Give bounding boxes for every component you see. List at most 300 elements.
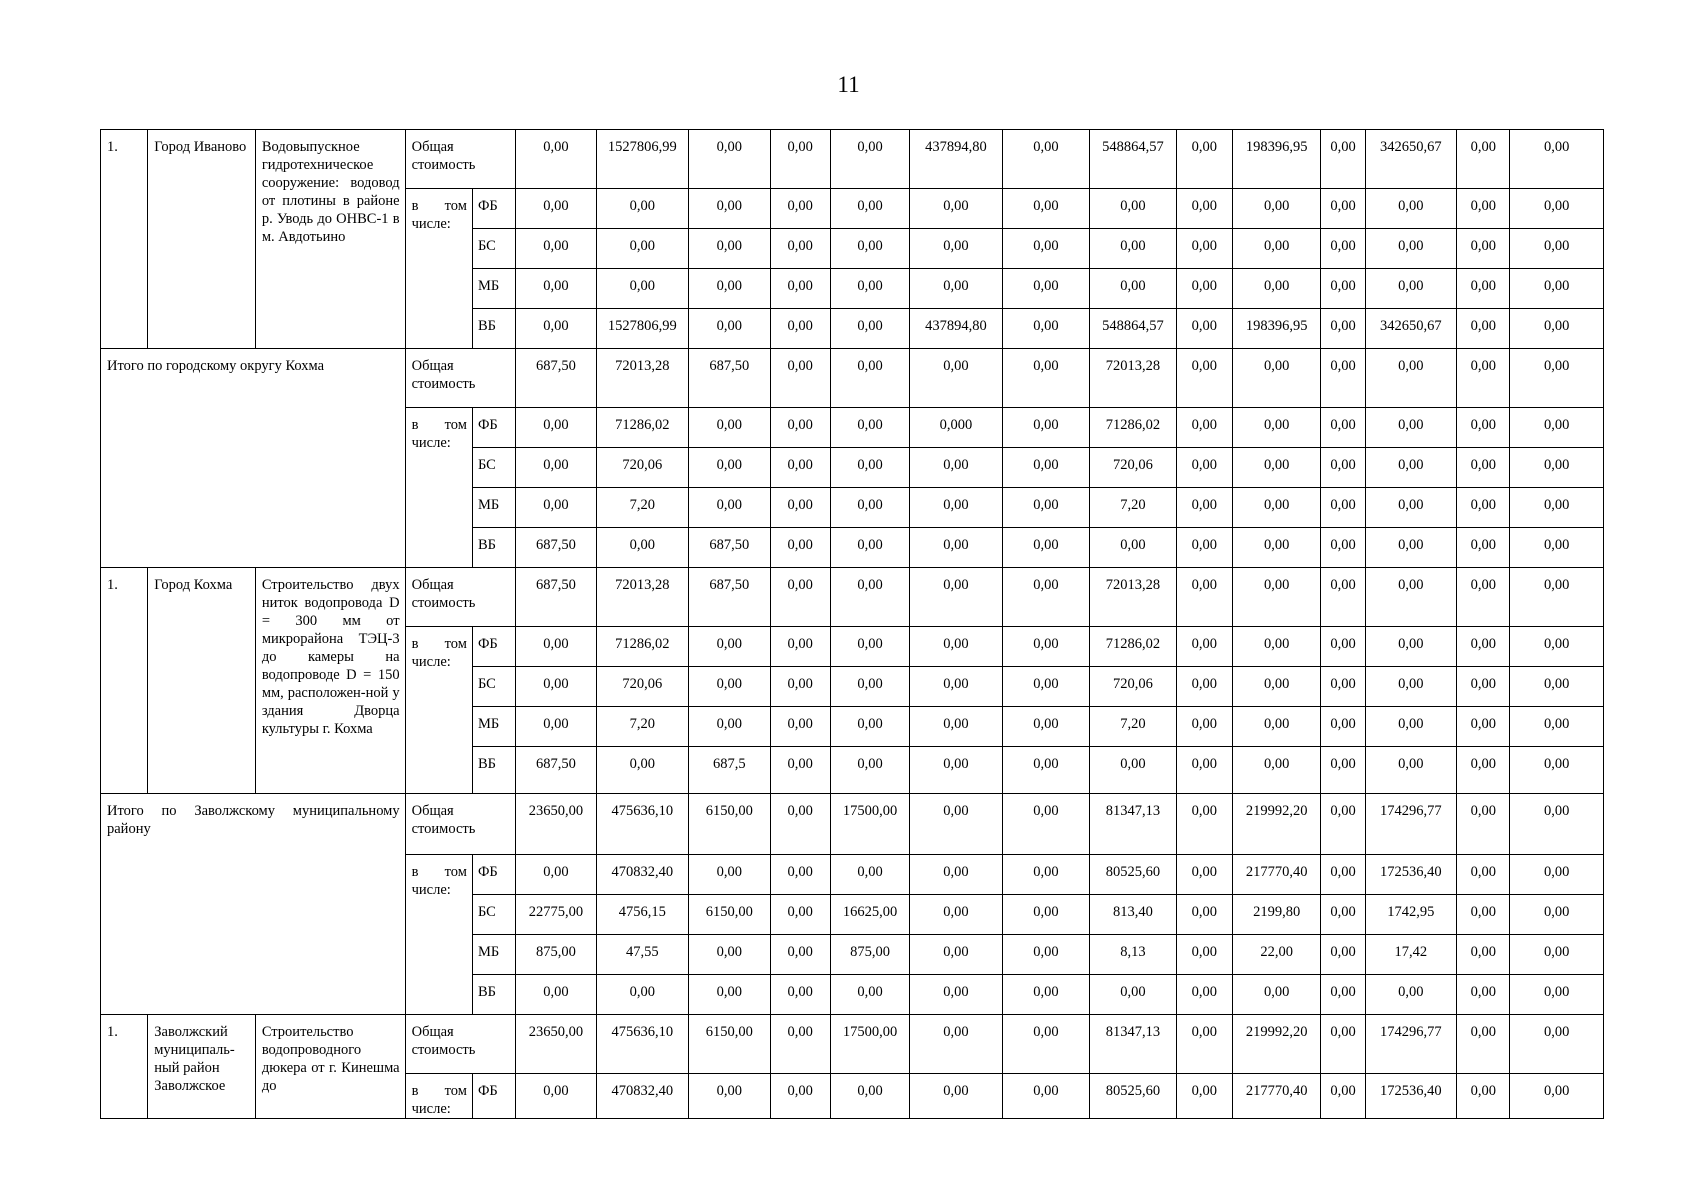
value-cell: 0,00	[516, 229, 596, 269]
value-cell: 0,00	[1232, 488, 1320, 528]
value-cell: 0,00	[1457, 895, 1510, 935]
value-cell: 0,00	[596, 229, 688, 269]
value-cell: 548864,57	[1090, 309, 1176, 349]
value-cell: 0,00	[1321, 794, 1365, 855]
value-cell: 0,00	[516, 1074, 596, 1119]
value-cell: 0,00	[1090, 528, 1176, 568]
value-cell: 0,00	[1457, 448, 1510, 488]
value-cell: 0,00	[1321, 448, 1365, 488]
value-cell: 0,00	[910, 707, 1002, 747]
value-cell: 875,00	[516, 935, 596, 975]
value-cell: 0,00	[1457, 935, 1510, 975]
value-cell: 0,00	[596, 747, 688, 794]
value-cell: 0,00	[1510, 189, 1604, 229]
value-cell: 0,00	[1321, 895, 1365, 935]
value-cell: 22775,00	[516, 895, 596, 935]
value-cell: 22,00	[1232, 935, 1320, 975]
value-cell: 0,00	[1510, 747, 1604, 794]
value-cell: 72013,28	[596, 349, 688, 408]
value-cell: 0,00	[1321, 855, 1365, 895]
project-description: Строительство двух ниток водопровода D = 300 мм от микрорайона ТЭЦ-3 до камеры на водопроводе D = 150 мм, расположен-ной у здания Дворца культуры г. Кохма	[255, 568, 405, 794]
value-cell: 8,13	[1090, 935, 1176, 975]
value-cell: 0,00	[1457, 229, 1510, 269]
value-cell: 470832,40	[596, 1074, 688, 1119]
value-cell: 0,000	[910, 408, 1002, 448]
value-cell: 0,00	[1457, 1015, 1510, 1074]
value-cell: 0,00	[910, 794, 1002, 855]
value-cell: 0,00	[910, 269, 1002, 309]
including-label: в том числе:	[405, 855, 472, 1015]
value-cell: 720,06	[1090, 667, 1176, 707]
value-cell: 0,00	[1176, 1074, 1232, 1119]
value-cell: 0,00	[910, 229, 1002, 269]
value-cell: 687,50	[689, 528, 770, 568]
value-cell: 875,00	[830, 935, 909, 975]
value-cell: 0,00	[1002, 707, 1089, 747]
value-cell: 687,50	[689, 349, 770, 408]
value-cell: 0,00	[1002, 269, 1089, 309]
value-cell: 0,00	[910, 488, 1002, 528]
value-cell: 0,00	[910, 568, 1002, 627]
value-cell: 7,20	[1090, 488, 1176, 528]
value-cell: 0,00	[1510, 667, 1604, 707]
value-cell: 0,00	[830, 855, 909, 895]
value-cell: 7,20	[1090, 707, 1176, 747]
value-cell: 0,00	[689, 855, 770, 895]
value-cell: 0,00	[1321, 309, 1365, 349]
value-cell: 0,00	[1090, 189, 1176, 229]
value-cell: 0,00	[1457, 408, 1510, 448]
locality-cell: Заволжский муниципаль-ный район Заволжское	[148, 1015, 256, 1119]
value-cell: 0,00	[830, 189, 909, 229]
value-cell: 0,00	[1321, 747, 1365, 794]
subtotal-label: Итого по Заволжскому муниципальному району	[101, 794, 406, 1015]
value-cell: 0,00	[1457, 309, 1510, 349]
table-row	[101, 1015, 1604, 1074]
value-cell: 0,00	[770, 130, 830, 189]
value-cell: 0,00	[1002, 189, 1089, 229]
budget-code: БС	[472, 229, 515, 269]
value-cell: 0,00	[516, 408, 596, 448]
value-cell: 7,20	[596, 707, 688, 747]
value-cell: 198396,95	[1232, 309, 1320, 349]
value-cell: 0,00	[1002, 627, 1089, 667]
including-label: в том числе:	[405, 627, 472, 794]
total-cost-label: Общая стоимость	[405, 130, 516, 189]
value-cell: 0,00	[1321, 975, 1365, 1015]
value-cell: 80525,60	[1090, 1074, 1176, 1119]
table-row	[101, 130, 1604, 189]
value-cell: 0,00	[1510, 349, 1604, 408]
value-cell: 0,00	[1002, 488, 1089, 528]
value-cell: 0,00	[1321, 269, 1365, 309]
value-cell: 16625,00	[830, 895, 909, 935]
value-cell: 0,00	[1510, 309, 1604, 349]
value-cell: 217770,40	[1232, 855, 1320, 895]
value-cell: 0,00	[1321, 935, 1365, 975]
value-cell: 0,00	[1232, 189, 1320, 229]
value-cell: 0,00	[770, 488, 830, 528]
value-cell: 342650,67	[1365, 130, 1456, 189]
value-cell: 0,00	[1002, 855, 1089, 895]
value-cell: 0,00	[830, 408, 909, 448]
value-cell: 437894,80	[910, 309, 1002, 349]
value-cell: 6150,00	[689, 1015, 770, 1074]
table-row	[101, 794, 1604, 855]
budget-code: БС	[472, 667, 515, 707]
value-cell: 720,06	[1090, 448, 1176, 488]
value-cell: 0,00	[1365, 229, 1456, 269]
value-cell: 72013,28	[596, 568, 688, 627]
value-cell: 0,00	[1321, 189, 1365, 229]
value-cell: 0,00	[770, 667, 830, 707]
locality-cell: Город Иваново	[148, 130, 256, 349]
value-cell: 0,00	[830, 627, 909, 667]
value-cell: 0,00	[689, 707, 770, 747]
value-cell: 0,00	[1176, 229, 1232, 269]
value-cell: 0,00	[1510, 488, 1604, 528]
value-cell: 0,00	[1176, 130, 1232, 189]
value-cell: 0,00	[1090, 229, 1176, 269]
value-cell: 0,00	[1457, 627, 1510, 667]
budget-code: ВБ	[472, 975, 515, 1015]
budget-code: БС	[472, 448, 515, 488]
value-cell: 0,00	[1321, 130, 1365, 189]
value-cell: 0,00	[1176, 568, 1232, 627]
value-cell: 0,00	[1176, 488, 1232, 528]
value-cell: 0,00	[1176, 667, 1232, 707]
row-number: 1.	[101, 130, 148, 349]
value-cell: 0,00	[830, 568, 909, 627]
value-cell: 81347,13	[1090, 794, 1176, 855]
value-cell: 0,00	[1232, 448, 1320, 488]
value-cell: 0,00	[596, 269, 688, 309]
value-cell: 475636,10	[596, 1015, 688, 1074]
value-cell: 0,00	[689, 189, 770, 229]
value-cell: 0,00	[1002, 229, 1089, 269]
value-cell: 342650,67	[1365, 309, 1456, 349]
value-cell: 0,00	[689, 269, 770, 309]
value-cell: 0,00	[689, 935, 770, 975]
total-cost-label: Общая стоимость	[405, 1015, 516, 1074]
value-cell: 0,00	[910, 627, 1002, 667]
value-cell: 0,00	[830, 448, 909, 488]
value-cell: 0,00	[1176, 189, 1232, 229]
value-cell: 0,00	[1232, 667, 1320, 707]
value-cell: 0,00	[1510, 895, 1604, 935]
value-cell: 687,50	[689, 568, 770, 627]
value-cell: 0,00	[830, 1074, 909, 1119]
budget-code: БС	[472, 895, 515, 935]
value-cell: 0,00	[1321, 707, 1365, 747]
value-cell: 0,00	[910, 975, 1002, 1015]
value-cell: 17,42	[1365, 935, 1456, 975]
value-cell: 71286,02	[596, 627, 688, 667]
value-cell: 0,00	[1457, 855, 1510, 895]
value-cell: 0,00	[1002, 130, 1089, 189]
budget-code: МБ	[472, 935, 515, 975]
budget-table	[100, 129, 1604, 1119]
value-cell: 0,00	[1090, 975, 1176, 1015]
value-cell: 0,00	[1176, 528, 1232, 568]
value-cell: 0,00	[1002, 794, 1089, 855]
value-cell: 0,00	[1365, 667, 1456, 707]
value-cell: 0,00	[1002, 349, 1089, 408]
value-cell: 0,00	[1457, 747, 1510, 794]
value-cell: 0,00	[1176, 707, 1232, 747]
value-cell: 0,00	[1176, 975, 1232, 1015]
value-cell: 23650,00	[516, 1015, 596, 1074]
page-number: 11	[837, 72, 860, 97]
value-cell: 0,00	[910, 667, 1002, 707]
value-cell: 0,00	[1321, 528, 1365, 568]
value-cell: 0,00	[1176, 895, 1232, 935]
value-cell: 0,00	[1365, 528, 1456, 568]
value-cell: 0,00	[830, 667, 909, 707]
value-cell: 0,00	[770, 528, 830, 568]
value-cell: 0,00	[1457, 349, 1510, 408]
value-cell: 0,00	[1510, 935, 1604, 975]
value-cell: 687,50	[516, 747, 596, 794]
value-cell: 0,00	[1365, 568, 1456, 627]
value-cell: 0,00	[516, 309, 596, 349]
value-cell: 23650,00	[516, 794, 596, 855]
value-cell: 475636,10	[596, 794, 688, 855]
value-cell: 0,00	[1002, 667, 1089, 707]
value-cell: 0,00	[910, 747, 1002, 794]
including-label: в том числе:	[405, 1074, 472, 1119]
value-cell: 0,00	[1510, 408, 1604, 448]
value-cell: 0,00	[516, 269, 596, 309]
value-cell: 0,00	[770, 568, 830, 627]
value-cell: 0,00	[1365, 408, 1456, 448]
table-row	[101, 349, 1604, 408]
budget-code: ФБ	[472, 627, 515, 667]
value-cell: 0,00	[1176, 448, 1232, 488]
value-cell: 172536,40	[1365, 1074, 1456, 1119]
value-cell: 0,00	[1232, 528, 1320, 568]
value-cell: 0,00	[1002, 935, 1089, 975]
value-cell: 17500,00	[830, 794, 909, 855]
value-cell: 0,00	[1002, 1015, 1089, 1074]
value-cell: 71286,02	[596, 408, 688, 448]
value-cell: 0,00	[1090, 269, 1176, 309]
value-cell: 720,06	[596, 667, 688, 707]
value-cell: 0,00	[1510, 975, 1604, 1015]
value-cell: 0,00	[830, 707, 909, 747]
value-cell: 0,00	[830, 349, 909, 408]
value-cell: 0,00	[1002, 975, 1089, 1015]
value-cell: 17500,00	[830, 1015, 909, 1074]
budget-code: ВБ	[472, 528, 515, 568]
value-cell: 0,00	[1002, 747, 1089, 794]
value-cell: 0,00	[1321, 488, 1365, 528]
value-cell: 0,00	[1232, 269, 1320, 309]
value-cell: 0,00	[516, 130, 596, 189]
locality-cell: Город Кохма	[148, 568, 256, 794]
value-cell: 0,00	[1002, 448, 1089, 488]
value-cell: 1742,95	[1365, 895, 1456, 935]
value-cell: 470832,40	[596, 855, 688, 895]
value-cell: 0,00	[596, 528, 688, 568]
value-cell: 0,00	[1365, 707, 1456, 747]
value-cell: 0,00	[1002, 408, 1089, 448]
value-cell: 0,00	[1510, 1074, 1604, 1119]
value-cell: 0,00	[689, 975, 770, 1015]
value-cell: 813,40	[1090, 895, 1176, 935]
value-cell: 0,00	[1232, 707, 1320, 747]
value-cell: 0,00	[1510, 794, 1604, 855]
value-cell: 687,5	[689, 747, 770, 794]
value-cell: 0,00	[830, 229, 909, 269]
value-cell: 720,06	[596, 448, 688, 488]
value-cell: 0,00	[770, 627, 830, 667]
value-cell: 0,00	[770, 448, 830, 488]
value-cell: 0,00	[770, 707, 830, 747]
value-cell: 0,00	[1510, 528, 1604, 568]
value-cell: 0,00	[770, 975, 830, 1015]
value-cell: 0,00	[1510, 269, 1604, 309]
value-cell: 0,00	[1457, 189, 1510, 229]
budget-code: МБ	[472, 269, 515, 309]
value-cell: 0,00	[910, 448, 1002, 488]
value-cell: 0,00	[910, 1074, 1002, 1119]
total-cost-label: Общая стоимость	[405, 349, 516, 408]
value-cell: 0,00	[516, 488, 596, 528]
value-cell: 0,00	[770, 935, 830, 975]
value-cell: 0,00	[830, 975, 909, 1015]
value-cell: 0,00	[770, 269, 830, 309]
value-cell: 0,00	[1457, 975, 1510, 1015]
value-cell: 0,00	[1232, 747, 1320, 794]
value-cell: 687,50	[516, 528, 596, 568]
value-cell: 0,00	[1510, 130, 1604, 189]
value-cell: 0,00	[830, 528, 909, 568]
value-cell: 0,00	[516, 975, 596, 1015]
value-cell: 172536,40	[1365, 855, 1456, 895]
value-cell: 0,00	[830, 488, 909, 528]
value-cell: 0,00	[1321, 408, 1365, 448]
value-cell: 0,00	[1232, 229, 1320, 269]
value-cell: 47,55	[596, 935, 688, 975]
value-cell: 0,00	[1002, 309, 1089, 349]
value-cell: 0,00	[1321, 667, 1365, 707]
value-cell: 0,00	[689, 130, 770, 189]
value-cell: 0,00	[1321, 1015, 1365, 1074]
budget-code: ФБ	[472, 408, 515, 448]
value-cell: 0,00	[830, 747, 909, 794]
value-cell: 0,00	[1365, 975, 1456, 1015]
value-cell: 71286,02	[1090, 408, 1176, 448]
value-cell: 174296,77	[1365, 794, 1456, 855]
value-cell: 0,00	[1457, 667, 1510, 707]
value-cell: 0,00	[1176, 408, 1232, 448]
value-cell: 80525,60	[1090, 855, 1176, 895]
value-cell: 2199,80	[1232, 895, 1320, 935]
value-cell: 0,00	[1510, 448, 1604, 488]
value-cell: 0,00	[689, 667, 770, 707]
budget-code: ВБ	[472, 747, 515, 794]
value-cell: 0,00	[689, 448, 770, 488]
value-cell: 0,00	[516, 667, 596, 707]
value-cell: 0,00	[910, 855, 1002, 895]
value-cell: 0,00	[516, 627, 596, 667]
value-cell: 0,00	[689, 627, 770, 667]
value-cell: 0,00	[1321, 349, 1365, 408]
value-cell: 6150,00	[689, 895, 770, 935]
value-cell: 548864,57	[1090, 130, 1176, 189]
value-cell: 0,00	[1457, 568, 1510, 627]
value-cell: 0,00	[770, 1015, 830, 1074]
value-cell: 4756,15	[596, 895, 688, 935]
row-number: 1.	[101, 568, 148, 794]
value-cell: 0,00	[1176, 935, 1232, 975]
value-cell: 217770,40	[1232, 1074, 1320, 1119]
value-cell: 0,00	[770, 895, 830, 935]
value-cell: 0,00	[1365, 747, 1456, 794]
value-cell: 0,00	[1510, 855, 1604, 895]
value-cell: 0,00	[910, 935, 1002, 975]
value-cell: 1527806,99	[596, 309, 688, 349]
value-cell: 0,00	[1321, 1074, 1365, 1119]
value-cell: 0,00	[830, 130, 909, 189]
value-cell: 0,00	[1090, 747, 1176, 794]
value-cell: 0,00	[1176, 747, 1232, 794]
value-cell: 0,00	[689, 408, 770, 448]
value-cell: 72013,28	[1090, 349, 1176, 408]
value-cell: 0,00	[689, 488, 770, 528]
value-cell: 1527806,99	[596, 130, 688, 189]
value-cell: 0,00	[910, 528, 1002, 568]
value-cell: 198396,95	[1232, 130, 1320, 189]
value-cell: 0,00	[516, 448, 596, 488]
project-description: Строительство водопроводного дюкера от г. Кинешма до	[255, 1015, 405, 1119]
including-label: в том числе:	[405, 189, 472, 349]
value-cell: 0,00	[910, 1015, 1002, 1074]
value-cell: 0,00	[1457, 269, 1510, 309]
value-cell: 0,00	[1457, 528, 1510, 568]
value-cell: 0,00	[770, 189, 830, 229]
budget-code: ФБ	[472, 189, 515, 229]
value-cell: 7,20	[596, 488, 688, 528]
value-cell: 0,00	[770, 1074, 830, 1119]
value-cell: 0,00	[1457, 794, 1510, 855]
budget-code: ФБ	[472, 1074, 515, 1119]
value-cell: 0,00	[770, 349, 830, 408]
value-cell: 0,00	[596, 975, 688, 1015]
value-cell: 0,00	[1176, 309, 1232, 349]
budget-code: ФБ	[472, 855, 515, 895]
value-cell: 0,00	[770, 229, 830, 269]
value-cell: 0,00	[1510, 229, 1604, 269]
value-cell: 0,00	[1457, 130, 1510, 189]
value-cell: 0,00	[516, 855, 596, 895]
value-cell: 0,00	[1176, 794, 1232, 855]
value-cell: 0,00	[1232, 568, 1320, 627]
value-cell: 0,00	[910, 189, 1002, 229]
value-cell: 0,00	[596, 189, 688, 229]
value-cell: 0,00	[1365, 488, 1456, 528]
row-number: 1.	[101, 1015, 148, 1119]
value-cell: 0,00	[1176, 627, 1232, 667]
value-cell: 0,00	[910, 895, 1002, 935]
budget-code: ВБ	[472, 309, 515, 349]
value-cell: 0,00	[770, 794, 830, 855]
value-cell: 0,00	[689, 309, 770, 349]
value-cell: 219992,20	[1232, 794, 1320, 855]
value-cell: 0,00	[770, 309, 830, 349]
value-cell: 0,00	[1457, 707, 1510, 747]
